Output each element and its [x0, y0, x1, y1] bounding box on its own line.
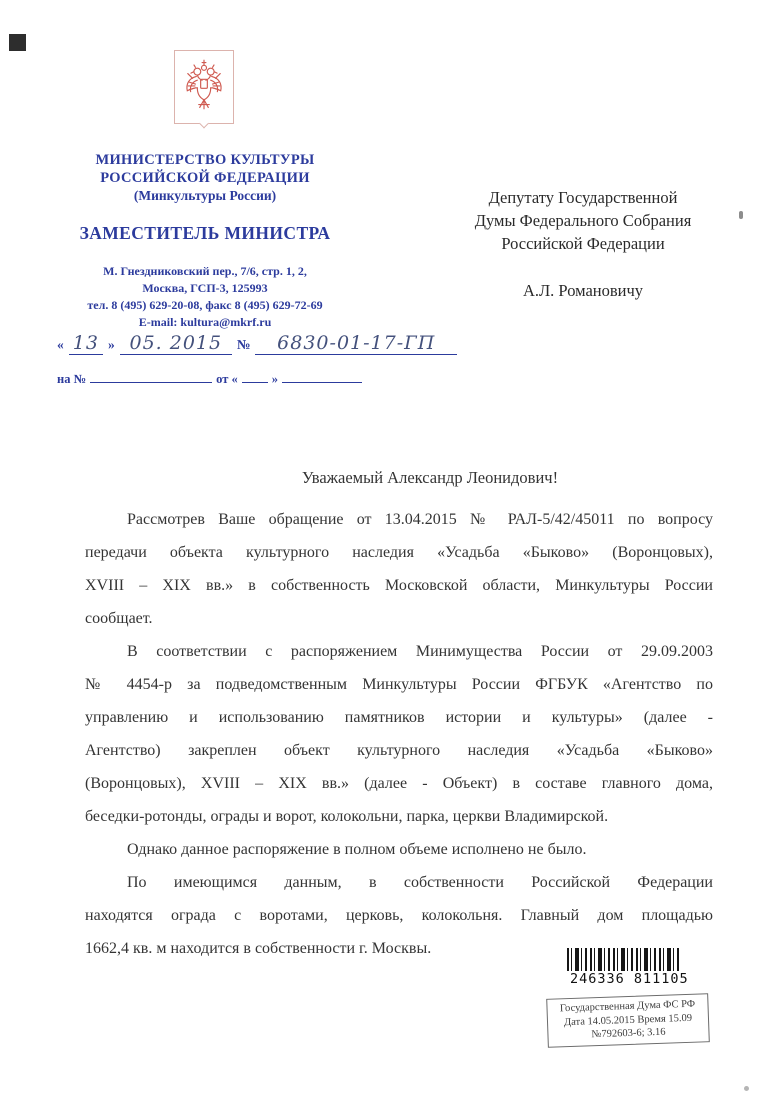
handwritten-day: 13 — [69, 332, 103, 355]
quote-open: « — [57, 337, 64, 352]
russia-coat-of-arms-icon — [183, 58, 225, 117]
reply-label: на № — [57, 372, 87, 386]
blank-line — [90, 369, 212, 383]
stamp-date-time: Дата 14.05.2015 Время 15.09 — [563, 1012, 693, 1028]
blank-line — [242, 369, 268, 383]
ministry-short-name: (Минкультуры России) — [133, 188, 277, 203]
registration-barcode — [567, 948, 689, 988]
body-line: 1662,4 кв. м находится в собственности г. Москвы. — [85, 940, 432, 957]
stamp-org: Государственная Дума ФС РФ — [559, 998, 696, 1015]
stamp-number: №792603-6; 3.16 — [591, 1026, 666, 1041]
ministry-name-line2: РОССИЙСКОЙ ФЕДЕРАЦИИ — [100, 169, 310, 186]
recipient-line: Депутату Государственной — [488, 188, 678, 207]
body-line: управлению и использованию памятников истории и культуры» (далее - — [85, 709, 713, 726]
body-line: Агентство) закреплен объект культурного наследия «Усадьба «Быково» — [85, 742, 713, 759]
letterhead — [38, 152, 372, 331]
date-number-row — [57, 332, 457, 360]
recipient-line: Думы Федерального Собрания — [474, 211, 692, 230]
body-line: Однако данное распоряжение в полном объеме исполнено не было. — [127, 841, 587, 858]
body-line: находятся ограда с воротами, церковь, колокольня. Главный дом площадью — [85, 907, 713, 924]
number-sign: № — [236, 337, 251, 352]
scan-speck — [744, 1086, 749, 1091]
body-line: Рассмотрев Ваше обращение от 13.04.2015 № РАЛ-5/42/45011 по вопросу — [127, 511, 713, 528]
body-line: сообщает. — [85, 610, 153, 627]
recipient-line: Российской Федерации — [501, 234, 665, 253]
body-line: В соответствии с распоряжением Минимущества России от 29.09.2003 — [127, 643, 713, 660]
letter-body — [85, 468, 713, 965]
handwritten-month-year: 05. 2015 — [120, 332, 232, 355]
body-line: XVIII – XIX вв.» в собственность Московской области, Минкультуры России — [85, 577, 713, 594]
scan-artifact-square — [9, 34, 26, 51]
official-title: ЗАМЕСТИТЕЛЬ МИНИСТРА — [79, 223, 331, 243]
address-city: Москва, ГСП-3, 125993 — [142, 281, 268, 295]
handwritten-doc-number: 6830-01-17-ГП — [255, 332, 457, 355]
from-label: от « — [216, 372, 238, 386]
ministry-name-line1: МИНИСТЕРСТВО КУЛЬТУРЫ — [95, 152, 315, 168]
reference-block — [57, 332, 457, 387]
recipient-name: А.Л. Романовичу — [522, 281, 644, 300]
scan-speck — [739, 211, 743, 219]
blank-line — [282, 369, 362, 383]
duma-registration-stamp — [546, 993, 710, 1047]
body-line: (Воронцовых), XVIII – XIX вв.» (далее - Объект) в составе главного дома, — [85, 775, 713, 792]
emblem-frame — [174, 50, 234, 124]
address-email: E-mail: kultura@mkrf.ru — [138, 315, 272, 329]
body-line: По имеющимся данным, в собственности Российской Федерации — [127, 874, 713, 891]
quote-close: » — [107, 337, 115, 352]
body-line: № 4454-р за подведомственным Минкультуры России ФГБУК «Агентство по — [85, 676, 713, 693]
address-street: М. Гнездниковский пер., 7/6, стр. 1, 2, — [103, 264, 307, 278]
from-quote-close: » — [271, 372, 278, 386]
recipient-block — [433, 186, 733, 302]
salutation: Уважаемый Александр Леонидович! — [301, 468, 559, 487]
body-line: передачи объекта культурного наследия «Усадьба «Быково» (Воронцовых), — [85, 544, 713, 561]
barcode-number: 246336 811105 — [567, 971, 692, 987]
reply-reference-row — [57, 369, 457, 387]
body-line: беседки-ротонды, ограды и ворот, колокольни, парка, церкви Владимирской. — [85, 808, 609, 825]
address-phone-fax: тел. 8 (495) 629-20-08, факс 8 (495) 629-72-69 — [87, 298, 323, 312]
